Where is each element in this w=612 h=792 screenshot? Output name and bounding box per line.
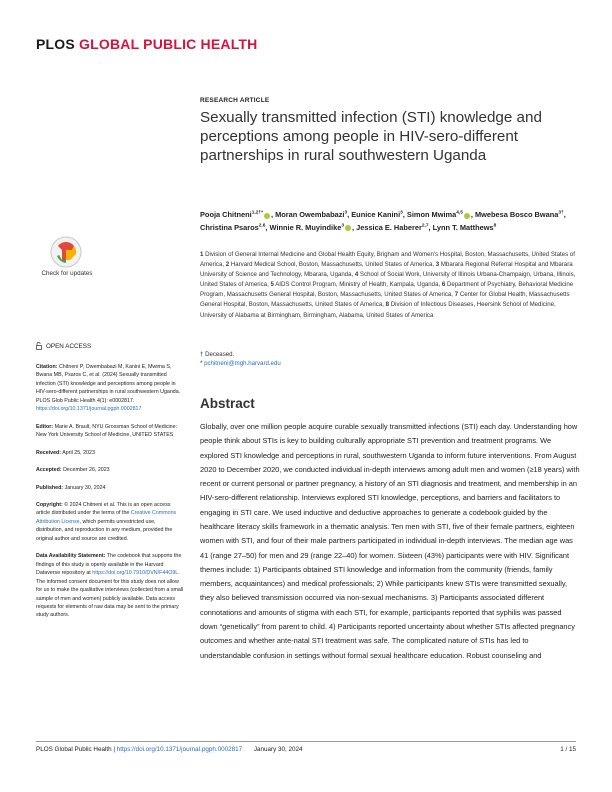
received-label: Received: xyxy=(36,449,62,456)
check-for-updates-badge[interactable] xyxy=(37,236,97,294)
affiliation-number: 8 xyxy=(385,301,390,309)
copyright-text-continued: , which permits unrestricted use, distribution, and reproduction in any medium, provided the original author and source are credited. xyxy=(36,518,173,542)
affiliation xyxy=(270,281,441,288)
affiliation-text: Harvard Medical School, Boston, Massachusetts, United States of America, xyxy=(230,261,435,269)
journal-header xyxy=(36,36,258,52)
dataverse-link[interactable]: https://doi.org/10.7910/DVN/F44O9L xyxy=(92,570,179,577)
author-name: Lynn T. Matthews xyxy=(432,223,494,233)
author-separator: , xyxy=(347,210,352,220)
author-name: Jessica E. Haberer xyxy=(356,223,422,233)
article-metadata-sidebar xyxy=(36,363,184,629)
author-separator: , xyxy=(352,223,357,233)
deceased-note: † Deceased. xyxy=(200,351,235,358)
open-lock-icon xyxy=(36,342,42,350)
data-availability-block xyxy=(36,552,184,620)
author-separator: , xyxy=(402,210,407,220)
author xyxy=(270,223,357,232)
author-name: Moran Owembabazi xyxy=(275,210,345,220)
published-label: Published: xyxy=(36,484,64,491)
orcid-icon[interactable] xyxy=(345,225,351,231)
author-separator: , xyxy=(470,210,475,220)
author-separator: , xyxy=(265,223,270,233)
citation-block xyxy=(36,363,184,414)
author-name: Mwebesa Bosco Bwana xyxy=(474,210,559,220)
author xyxy=(475,210,566,219)
copyright-block xyxy=(36,501,184,543)
author-name: Pooja Chitneni xyxy=(200,210,252,220)
affiliation-text: Department of Psychiatry, Behavioral Medicine Program, Massachusetts General Hospital, Boston, Massachusetts, United States of America, xyxy=(200,281,574,299)
affiliation-number: 2 xyxy=(225,261,230,269)
article-title: Sexually transmitted infection (STI) knowledge and perceptions among people in HIV-sero-different partnerships in rural southwestern Uganda xyxy=(200,109,542,164)
author-name: Winnie R. Muyindike xyxy=(269,223,342,233)
author-affiliation-marker: 3 xyxy=(341,223,344,229)
affiliation-number: 5 xyxy=(270,281,274,289)
affiliation-text: Division of Infectious Diseases, Heersink School of Medicine, University of Alabama at Birmingham, Birmingham, Alabama, United States of America xyxy=(200,301,556,319)
citation-doi-link[interactable]: https://doi.org/10.1371/journal.pgph.0002817 xyxy=(36,406,142,413)
author-affiliation-marker: 3 xyxy=(344,211,348,216)
abstract-text: Globally, over one million people acquire curable sexually transmitted infections (STI) each day. Understanding how people think about STIs is key to building culturally appropriate STI prevention and treatment programs. We explored STI knowledge and perceptions in rural, southwestern Uganda to inform future interventions. From August 2020 to December 2020, we conducted individual in-depth interviews among adult men and women (≥18 years) with recent or current personal or partner pregnancy, a history of an STI diagnosis and treatment, and membership in an HIV-sero-different relationship. Interviews explored STI knowledge, perceptions, and barriers and facilitators to engaging in STI care. We used inductive and deductive approaches to generate a codebook guided by the healthcare literacy skills framework in a thematic analysis. Ten men with STI, five of their female partners, eighteen women with STI, and four of their male partners participated in individual in-depth interviews. The median age was 41 (range 27–50) for men and 29 (range 22–40) for women. Sixteen (43%) participants were with HIV. Significant themes include: 1) Participants obtained STI knowledge and information from the community (friends, family members, acquaintances) and medical professionals; 2) While participants knew STIs were transmitted sexually, they also believed transmission occurred via non-sexual mechanisms. 3) Participants associated different connotations and amounts of stigma with each STI, for example, participants reported that syphilis was passed down “genetically” from parent to child. 4) Participants reported uncertainty about whether STIs affected pregnancy outcomes and whether ante-natal STI treatment was safe. The complicated nature of STIs has led to understandable confusion in settings without formal sexual healthcare education. Robust counseling and xyxy=(200,422,580,660)
author-name: Christina Psaros xyxy=(200,223,259,233)
author-affiliation-marker: 2,6 xyxy=(258,223,266,229)
affiliation-number: 4 xyxy=(354,271,359,279)
author xyxy=(200,223,270,232)
affiliation-text: Center for Global Health, Massachusetts General Hospital, Boston, Massachusetts, United States of America, xyxy=(200,291,570,309)
accepted-date: December 26, 2023 xyxy=(63,467,110,474)
author xyxy=(351,210,407,219)
journal-name-prefix: PLOS xyxy=(36,36,75,52)
affiliation-text: AIDS Control Program, Ministry of Health, Kampala, Uganda, xyxy=(275,281,441,289)
page-footer xyxy=(36,746,576,753)
author xyxy=(356,223,433,232)
orcid-icon[interactable] xyxy=(264,213,270,219)
accepted-label: Accepted: xyxy=(36,467,62,474)
open-access-line xyxy=(36,342,91,350)
affiliations xyxy=(200,250,580,321)
email-prefix: * xyxy=(200,360,205,368)
orcid-icon[interactable] xyxy=(464,213,470,219)
footer-doi-link[interactable]: https://doi.org/10.1371/journal.pgph.0002817 xyxy=(116,746,243,753)
author xyxy=(275,210,351,219)
open-access-label: OPEN ACCESS xyxy=(46,342,92,350)
data-availability-label: Data Availability Statement: xyxy=(36,553,106,560)
author-separator: , xyxy=(563,210,566,220)
license-link[interactable]: Creative Commons Attribution License xyxy=(36,510,177,525)
citation-label: Citation: xyxy=(36,364,58,370)
author xyxy=(200,210,275,219)
corresponding-email-link[interactable]: pchitneni@mgh.harvard.edu xyxy=(204,360,281,368)
author xyxy=(433,223,497,232)
editor-text: Marie A. Brault, NYU Grossman School of Medicine: New York University School of Medicine, UNITED STATES xyxy=(36,423,178,439)
footer-divider xyxy=(36,741,576,742)
journal-name-suffix: GLOBAL PUBLIC HEALTH xyxy=(79,36,258,52)
footer-journal: PLOS Global Public Health xyxy=(36,746,112,753)
published-block xyxy=(36,484,184,492)
affiliation-number: 6 xyxy=(441,281,446,289)
affiliation-text: School of Social Work, University of Illinois Urbana-Champaign, Urbana, Illinois, United States of America, xyxy=(200,271,576,289)
author-affiliation-marker: 3† xyxy=(558,211,564,216)
affiliation-number: 3 xyxy=(435,261,440,269)
footer-date: January 30, 2024 xyxy=(253,746,303,753)
author-affiliation-marker: 4,5 xyxy=(456,211,463,216)
affiliation xyxy=(226,261,436,268)
page-number: 1 / 15 xyxy=(560,746,576,753)
author-affiliation-marker: 2,7 xyxy=(421,223,429,229)
affiliation-text: Division of General Internal Medicine and Global Health Equity, Brigham and Women's Hospital, Boston, Massachusetts, United States of America, xyxy=(200,251,575,269)
published-date: January 30, 2024 xyxy=(64,484,106,491)
abstract-heading: Abstract xyxy=(200,396,255,411)
data-availability-text: The codebook that supports the findings of this study is openly available in the Harvard Dataverse repository at xyxy=(36,553,182,577)
author-name: Eunice Kanini xyxy=(351,210,401,220)
affiliation-text: Mbarara Regional Referral Hospital and Mbarara University of Science and Technology, Mbarara, Uganda, xyxy=(200,261,573,279)
editor-label: Editor: xyxy=(36,423,54,430)
citation-text: Chitneni P, Owembabazi M, Kanini E, Mwima S, Bwana MB, Psaros C, et al. (2024) Sexually transmitted infection (STI) knowledge and perceptions among people in HIV-sero-different partnerships in rural southwestern Uganda. PLOS Glob Public Health 4(1): e0002817. xyxy=(36,364,181,404)
affiliation-number: 7 xyxy=(454,291,459,299)
copyright-text: © 2024 Chitneni et al. This is an open access article distributed under the terms of the xyxy=(36,501,171,517)
author-affiliation-marker: 1,2†* xyxy=(251,211,263,216)
author-notes xyxy=(200,350,580,369)
author-separator: , xyxy=(428,223,433,233)
corresponding-email-line xyxy=(200,359,580,368)
data-availability-text-continued: . The informed consent document for this study does not allow for us to make the qualitative interviews (collected from a small sample of men and women) publicly available. Data access requests for elements of raw data may be sent to the primary study authors. xyxy=(36,570,184,619)
accepted-block xyxy=(36,466,184,474)
footer-separator: | xyxy=(111,746,117,753)
author-list xyxy=(200,208,578,234)
author-affiliation-marker: 3 xyxy=(400,211,403,216)
editor-block xyxy=(36,423,184,440)
author xyxy=(407,210,475,219)
received-date: April 25, 2023 xyxy=(62,449,95,456)
check-for-updates-label: Check for updates xyxy=(41,270,93,277)
copyright-label: Copyright: xyxy=(36,501,63,508)
affiliation-number: 1 xyxy=(200,251,204,258)
author-name: Simon Mwima xyxy=(406,210,457,220)
author-separator: , xyxy=(270,210,276,220)
check-for-updates-icon xyxy=(50,236,82,268)
article-type: RESEARCH ARTICLE xyxy=(200,97,270,104)
author-affiliation-marker: 8 xyxy=(493,223,497,229)
received-block xyxy=(36,449,184,457)
